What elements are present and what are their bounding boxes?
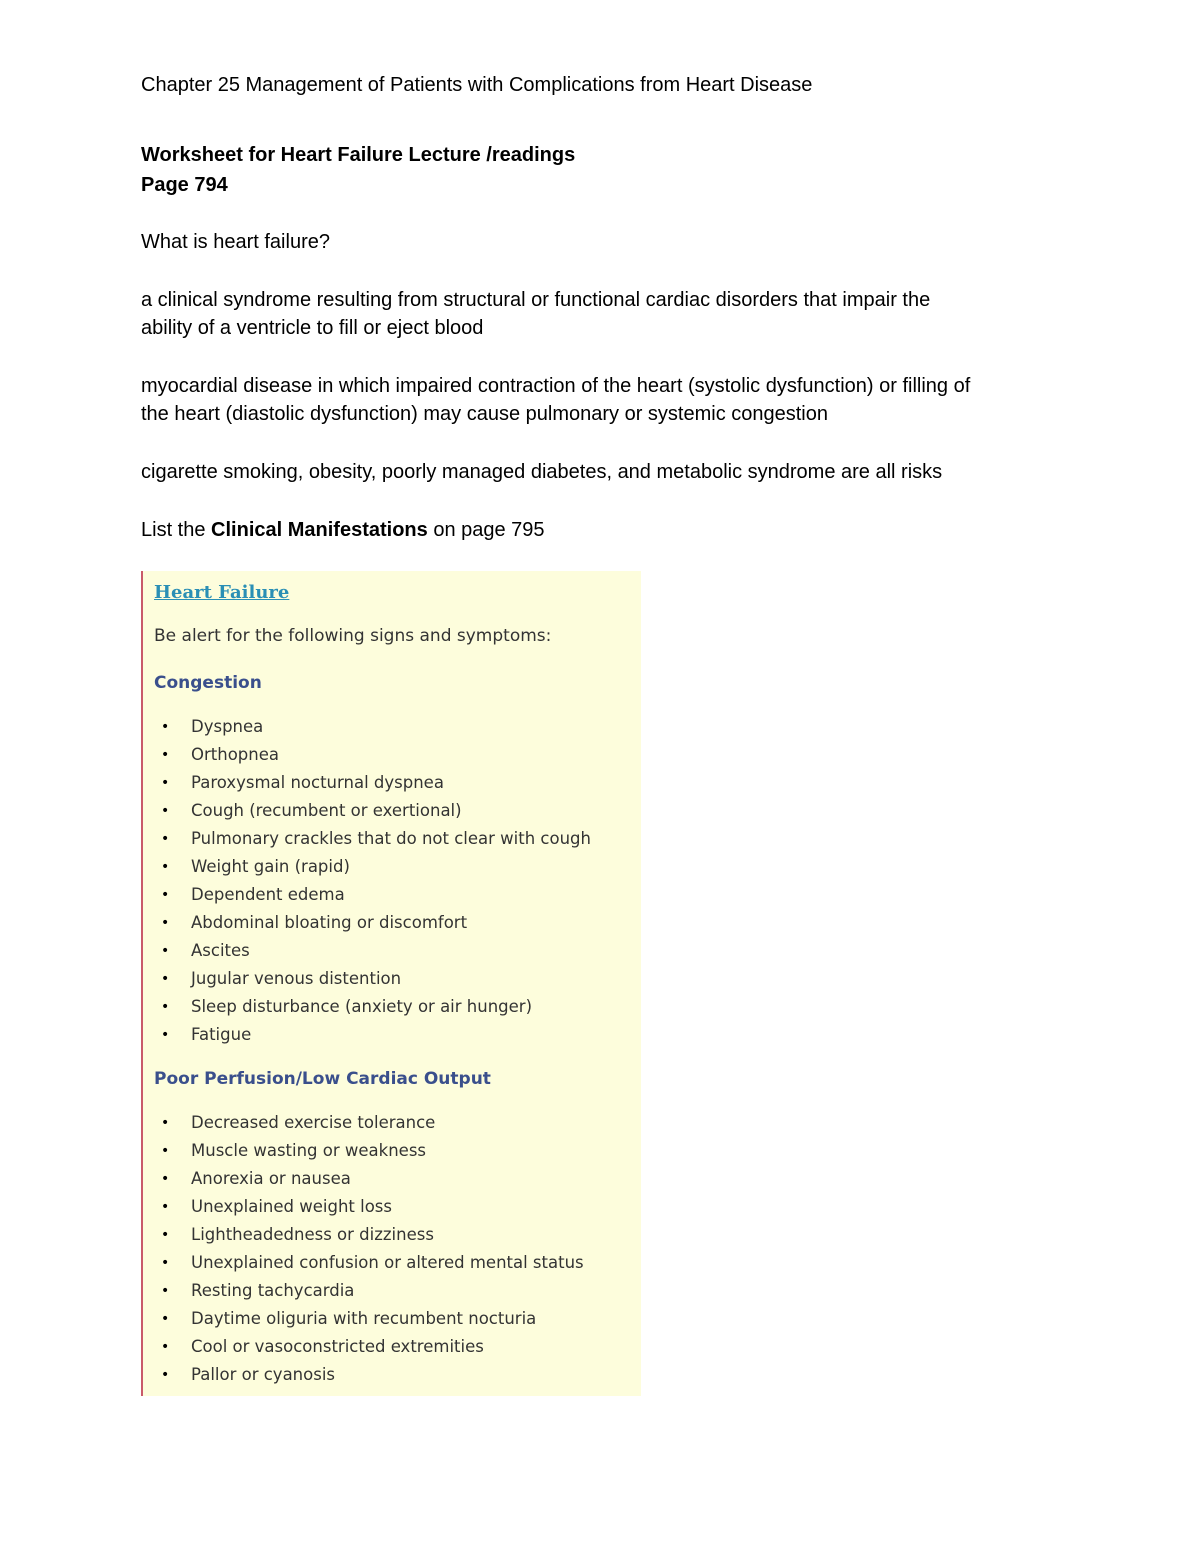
list-item-text: Muscle wasting or weakness	[191, 1141, 427, 1160]
congestion-list	[143, 713, 591, 1049]
list-item-text: Unexplained weight loss	[191, 1197, 392, 1216]
bullet-icon: •	[161, 1339, 170, 1355]
list-item	[143, 881, 591, 909]
list-item-text: Cough (recumbent or exertional)	[191, 801, 462, 820]
list-item	[143, 1193, 584, 1221]
answer-1-line-2: ability of a ventricle to fill or eject blood	[141, 317, 484, 339]
list-item	[143, 713, 591, 741]
bullet-icon: •	[161, 1027, 170, 1043]
list-item-text: Weight gain (rapid)	[191, 857, 350, 876]
list-item	[143, 1305, 584, 1333]
list-item	[143, 1361, 584, 1389]
list-item-text: Orthopnea	[191, 745, 279, 764]
bullet-icon: •	[161, 943, 170, 959]
list-item	[143, 1021, 591, 1049]
list-item	[143, 769, 591, 797]
list-item-text: Cool or vasoconstricted extremities	[191, 1337, 484, 1356]
list-item	[143, 1165, 584, 1193]
list-item-text: Ascites	[191, 941, 250, 960]
list-item-text: Decreased exercise tolerance	[191, 1113, 436, 1132]
bullet-icon: •	[161, 1115, 170, 1131]
answer-3-line-1: cigarette smoking, obesity, poorly managed diabetes, and metabolic syndrome are all risks	[141, 461, 943, 483]
bullet-icon: •	[161, 1143, 170, 1159]
bullet-icon: •	[161, 1311, 170, 1327]
list-item-text: Fatigue	[191, 1025, 252, 1044]
bullet-icon: •	[161, 747, 170, 763]
bullet-icon: •	[161, 1283, 170, 1299]
heart-failure-callout	[141, 571, 641, 1396]
list-item-text: Pallor or cyanosis	[191, 1365, 336, 1384]
chapter-title: Chapter 25 Management of Patients with Complications from Heart Disease	[141, 74, 813, 96]
list-item	[143, 825, 591, 853]
list-item-text: Paroxysmal nocturnal dyspnea	[191, 773, 444, 792]
question-text: What is heart failure?	[141, 231, 330, 253]
bullet-icon: •	[161, 1199, 170, 1215]
list-item	[143, 937, 591, 965]
bullet-icon: •	[161, 999, 170, 1015]
list-item-text: Resting tachycardia	[191, 1281, 355, 1300]
list-item-text: Jugular venous distention	[191, 969, 402, 988]
list-item-text: Anorexia or nausea	[191, 1169, 351, 1188]
list-item-text: Daytime oliguria with recumbent nocturia	[191, 1309, 537, 1328]
prompt-suffix: on page 795	[427, 519, 545, 541]
callout-title: Heart Failure	[154, 582, 290, 603]
list-item	[143, 1137, 584, 1165]
list-item	[143, 993, 591, 1021]
list-item	[143, 1109, 584, 1137]
list-item	[143, 1277, 584, 1305]
section-heading-poor-perfusion: Poor Perfusion/Low Cardiac Output	[154, 1069, 491, 1089]
section-heading-congestion: Congestion	[154, 673, 262, 693]
answer-2-line-1: myocardial disease in which impaired contraction of the heart (systolic dysfunction) or filling of	[141, 375, 971, 397]
bullet-icon: •	[161, 1171, 170, 1187]
prompt-bold-term: Clinical Manifestations	[211, 519, 428, 541]
bullet-icon: •	[161, 1367, 170, 1383]
answer-2-line-2: the heart (diastolic dysfunction) may cause pulmonary or systemic congestion	[141, 403, 828, 425]
bullet-icon: •	[161, 1255, 170, 1271]
list-item-text: Lightheadedness or dizziness	[191, 1225, 434, 1244]
bullet-icon: •	[161, 831, 170, 847]
bullet-icon: •	[161, 887, 170, 903]
poor-perfusion-list	[143, 1109, 584, 1389]
list-item-text: Dyspnea	[191, 717, 264, 736]
worksheet-title: Worksheet for Heart Failure Lecture /readings	[141, 144, 576, 166]
list-item-text: Sleep disturbance (anxiety or air hunger)	[191, 997, 533, 1016]
bullet-icon: •	[161, 719, 170, 735]
callout-intro: Be alert for the following signs and symptoms:	[154, 626, 552, 646]
list-item	[143, 741, 591, 769]
list-item-text: Abdominal bloating or discomfort	[191, 913, 468, 932]
list-item	[143, 1333, 584, 1361]
bullet-icon: •	[161, 915, 170, 931]
bullet-icon: •	[161, 971, 170, 987]
list-item-text: Pulmonary crackles that do not clear with cough	[191, 829, 591, 848]
list-item-text: Unexplained confusion or altered mental status	[191, 1253, 584, 1272]
manifestations-prompt	[141, 516, 545, 545]
bullet-icon: •	[161, 803, 170, 819]
list-item	[143, 1249, 584, 1277]
list-item	[143, 853, 591, 881]
list-item	[143, 797, 591, 825]
bullet-icon: •	[161, 859, 170, 875]
list-item	[143, 1221, 584, 1249]
bullet-icon: •	[161, 775, 170, 791]
bullet-icon: •	[161, 1227, 170, 1243]
list-item	[143, 909, 591, 937]
list-item	[143, 965, 591, 993]
page-reference: Page 794	[141, 174, 228, 196]
list-item-text: Dependent edema	[191, 885, 345, 904]
answer-1-line-1: a clinical syndrome resulting from structural or functional cardiac disorders that impair the	[141, 289, 931, 311]
prompt-prefix: List the	[141, 519, 212, 541]
